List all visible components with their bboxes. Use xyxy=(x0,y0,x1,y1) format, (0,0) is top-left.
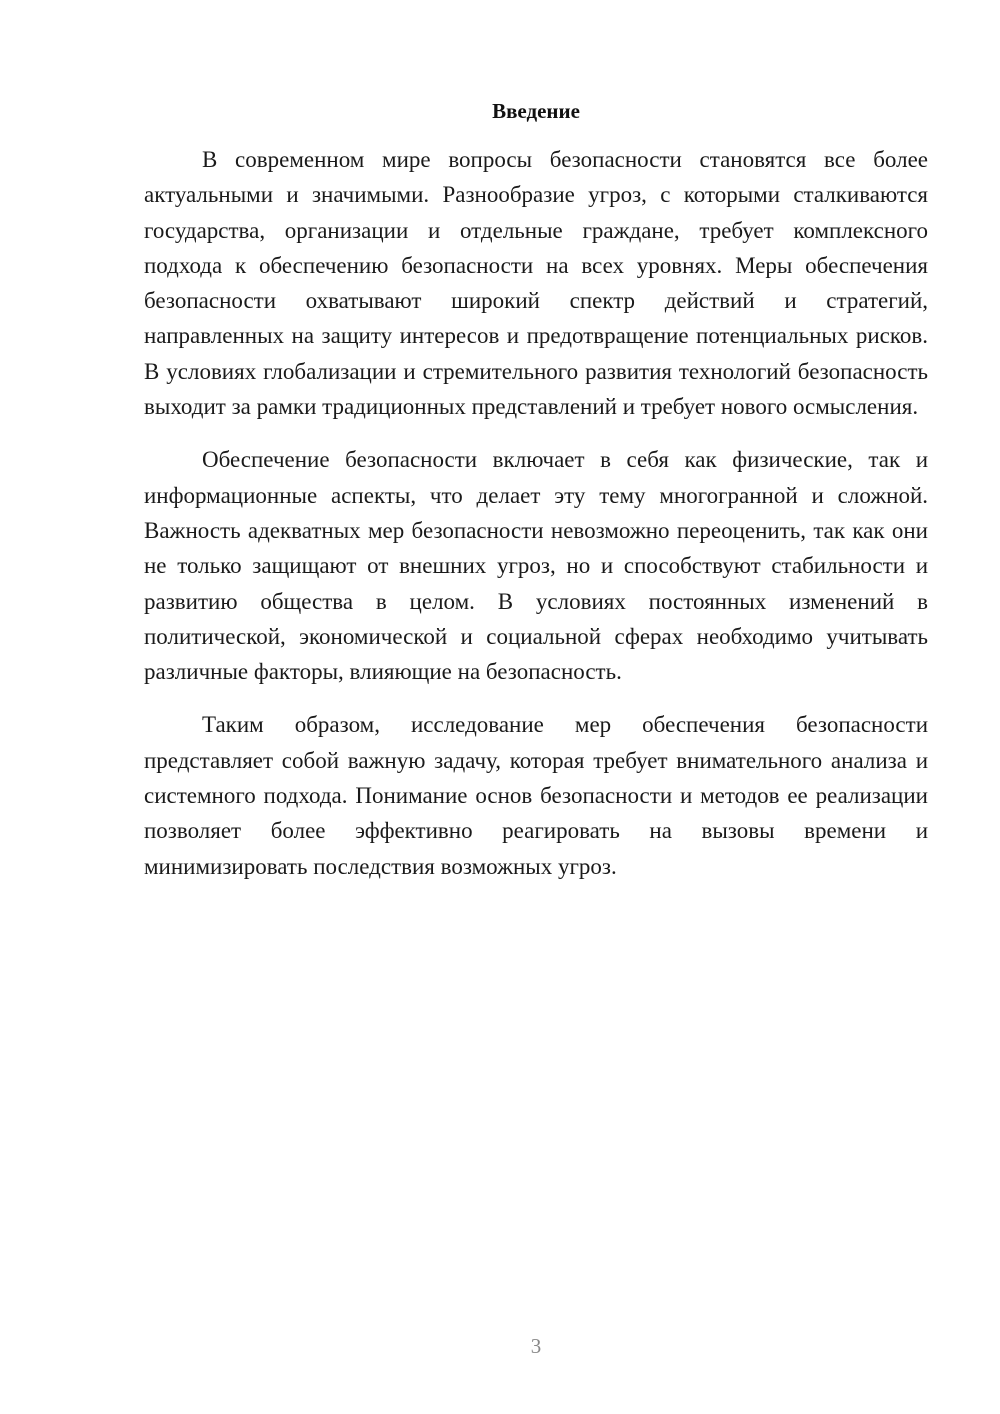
paragraph-2: Обеспечение безопасности включает в себя как физические, так и информационные аспекты, что делает эту тему многогранной и сложной. Важность адекватных мер безопасности невозможно переоценить, так как они не только защищают от внешних угроз, но и способствуют стабильности и развитию общества в целом. В условиях постоянных изменений в политической, экономической и социальной сферах необходимо учитывать различные факторы, влияющие на безопасность. xyxy=(144,447,928,685)
paragraph-1: В современном мире вопросы безопасности становятся все более актуальными и значимыми. Разнообразие угроз, с которыми сталкиваются государства, организации и отдельные граждане, требует комплексного подхода к обеспечению безопасности на всех уровнях. Меры обеспечения безопасности охватывают широкий спектр действий и стратегий, направленных на защиту интересов и предотвращение потенциальных рисков. В условиях глобализации и стремительного развития технологий безопасность выходит за рамки традиционных представлений и требует нового осмысления. xyxy=(144,147,928,420)
section-heading: Введение xyxy=(492,99,580,123)
body-text xyxy=(144,142,928,884)
page-number: 3 xyxy=(530,1334,542,1358)
paragraph-3: Таким образом, исследование мер обеспечения безопасности представляет собой важную задачу, которая требует внимательного анализа и системного подхода. Понимание основ безопасности и методов ее реализации позволяет более эффективно реагировать на вызовы времени и минимизировать последствия возможных угроз. xyxy=(144,712,928,879)
